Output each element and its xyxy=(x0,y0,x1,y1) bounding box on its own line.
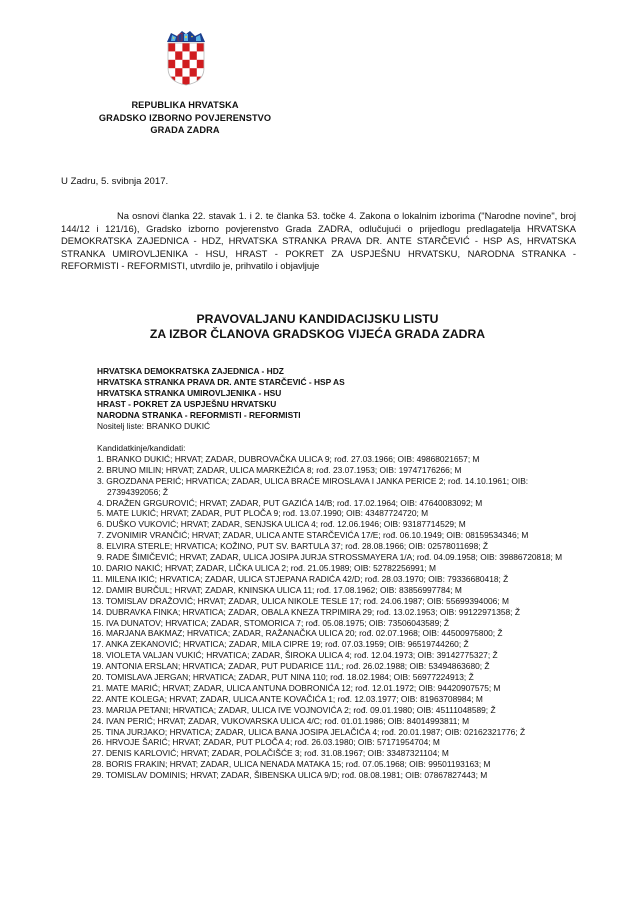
header-line-city: GRADA ZADRA xyxy=(150,125,220,135)
candidate-row: 2. BRUNO MILIN; HRVAT; ZADAR, ULICA MARKEŽIĆA 8; rođ. 23.07.1953; OIB: 19747176266; M xyxy=(97,464,462,475)
candidate-row: 14. DUBRAVKA FINKA; HRVATICA; ZADAR, OBALA KNEZA TRPIMIRA 29; rođ. 13.02.1953; OIB: 99122971358; Ž xyxy=(92,606,520,617)
candidate-row: 27. DENIS KARLOVIĆ; HRVAT; ZADAR, POLAČIŠĆE 3; rođ. 31.08.1967; OIB: 33487321104; M xyxy=(92,748,449,759)
party-name: HRVATSKA DEMOKRATSKA ZAJEDNICA - HDZ xyxy=(97,366,284,376)
candidate-row: 26. HRVOJE ŠARIĆ; HRVAT; ZADAR, PUT PLOČA 4; rođ. 26.03.1980; OIB: 57171954704; M xyxy=(92,737,440,748)
candidate-row: 6. DUŠKO VUKOVIĆ; HRVAT; ZADAR, SENJSKA ULICA 4; rođ. 12.06.1946; OIB: 93187714529; M xyxy=(97,519,466,530)
candidate-row: 10. DARIO NAKIĆ; HRVAT; ZADAR, LIČKA ULICA 2; rođ. 21.05.1989; OIB: 52782256991; M xyxy=(92,562,437,573)
candidate-row: 19. ANTONIA ERSLAN; HRVATICA; ZADAR, PUT PUDARICE 11/L; rođ. 26.02.1988; OIB: 53494863680; Ž xyxy=(92,661,490,672)
document-title xyxy=(60,312,575,341)
candidate-row: 12. DAMIR BURČUL; HRVAT; ZADAR, KNINSKA ULICA 11; rođ. 17.08.1962; OIB: 83856997784; M xyxy=(92,584,462,595)
candidate-row: 25. TINA JURJAKO; HRVATICA; ZADAR, ULICA BANA JOSIPA JELAČIĆA 4; rođ. 20.01.1987; OIB: 02162321776; Ž xyxy=(92,726,526,737)
party-name: HRVATSKA STRANKA PRAVA DR. ANTE STARČEVIĆ - HSP AS xyxy=(97,377,345,387)
candidate-row: 24. IVAN PERIĆ; HRVAT; ZADAR, VUKOVARSKA ULICA 4/C; rođ. 01.01.1986; OIB: 84014993811; M xyxy=(92,715,470,726)
party-list xyxy=(97,366,345,432)
candidate-row: 11. MILENA IKIĆ; HRVATICA; ZADAR, ULICA STJEPANA RADIĆA 42/D; rođ. 28.03.1970; OIB: 79336680418; Ž xyxy=(92,573,509,584)
candidate-row: 17. ANKA ZEKANOVIĆ; HRVATICA; ZADAR, MILA CIPRE 19; rođ. 07.03.1959; OIB: 96519744260; Ž xyxy=(92,639,469,650)
candidate-row: 3. GROZDANA PERIĆ; HRVATICA; ZADAR, ULICA BRAĆE MIROSLAVA I JANKA PERICE 2; rođ. 14.10.1961; OIB: 27394392056; Ž xyxy=(97,475,529,497)
candidate-row: 8. ELVIRA STERLE; HRVATICA; KOŽINO, PUT SV. BARTULA 37; rođ. 28.08.1966; OIB: 02578011698; Ž xyxy=(97,541,489,552)
crown xyxy=(167,31,205,42)
header-line-republic: REPUBLIKA HRVATSKA xyxy=(131,100,239,110)
candidate-row: 7. ZVONIMIR VRANČIĆ; HRVAT; ZADAR, ULICA ANTE STARČEVIĆA 17/E; rođ. 06.10.1949; OIB: 08159534346; M xyxy=(97,530,529,541)
candidate-row: 22. ANTE KOLEGA; HRVAT; ZADAR, ULICA ANTE KOVAČIĆA 1; rođ. 12.03.1977; OIB: 81963708984; M xyxy=(92,693,483,704)
candidate-row: 18. VIOLETA VALJAN VUKIĆ; HRVATICA; ZADAR, ŠIROKA ULICA 4; rođ. 12.04.1973; OIB: 39142775327; Ž xyxy=(92,650,498,661)
party-name: NARODNA STRANKA - REFORMISTI - REFORMISTI xyxy=(97,410,301,420)
title-line-2: ZA IZBOR ČLANOVA GRADSKOG VIJEĆA GRADA ZADRA xyxy=(149,326,486,341)
candidate-row: 1. BRANKO DUKIĆ; HRVAT; ZADAR, DUBROVAČKA ULICA 9; rođ. 27.03.1966; OIB: 49868021657; M xyxy=(97,453,480,464)
candidate-row: 29. TOMISLAV DOMINIS; HRVAT; ZADAR, ŠIBENSKA ULICA 9/D; rođ. 08.08.1981; OIB: 07867827443; M xyxy=(92,770,488,781)
party-name: HRVATSKA STRANKA UMIROVLJENIKA - HSU xyxy=(97,388,282,398)
candidate-list xyxy=(92,443,581,781)
intro-text: Na osnovi članka 22. stavak 1. i 2. te članka 53. točke 4. Zakona o lokalnim izborima ("Narodne novine", broj 144/12 i 121/16), Gradsko izborno povjerenstvo Grada ZADRA, odlučujući o prijedlogu predlagatelja HRVATSKA DEMOKRATSKA ZAJEDNICA - HDZ, HRVATSKA STRANKA PRAVA DR. ANTE STARČEVIĆ - HSP AS, HRVATSKA STRANKA UMIROVLJENIKA - HSU, HRAST - POKRET ZA USPJEŠNU HRVATSKU, NARODNA STRANKA - REFORMISTI - REFORMISTI, utvrdilo je, prihvatilo i objavljuje xyxy=(61,210,576,272)
croatian-coat-of-arms-icon xyxy=(165,30,207,86)
candidate-row: 16. MARJANA BAKMAZ; HRVATICA; ZADAR, RAŽANAČKA ULICA 20; rođ. 02.07.1968; OIB: 44500975800; Ž xyxy=(92,628,503,639)
candidate-row: 21. MATE MARIĆ; HRVAT; ZADAR, ULICA ANTUNA DOBRONIĆA 12; rođ. 12.01.1972; OIB: 94420907575; M xyxy=(92,682,501,693)
issuer-header xyxy=(60,99,310,137)
candidates-label: Kandidatkinje/kandidati: xyxy=(97,443,186,453)
party-name: HRAST - POKRET ZA USPJEŠNU HRVATSKU xyxy=(97,399,277,409)
candidate-row: 4. DRAŽEN GRGUROVIĆ; HRVAT; ZADAR, PUT GAZIĆA 14/B; rođ. 17.02.1964; OIB: 47640083092; M xyxy=(97,497,483,508)
candidate-row: 9. RADE ŠIMIČEVIĆ; HRVAT; ZADAR, ULICA JOSIPA JURJA STROSSMAYERA 1/A; rođ. 04.09.1958; OIB: 39886720818; M xyxy=(97,552,563,563)
list-holder: Nositelj liste: BRANKO DUKIĆ xyxy=(97,421,211,431)
candidate-row: 23. MARIJA PETANI; HRVATICA; ZADAR, ULICA IVE VOJNOVIĆA 2; rođ. 09.01.1980; OIB: 45111048589; Ž xyxy=(92,704,496,715)
candidate-row: 15. IVA DUNATOV; HRVATICA; ZADAR, STOMORICA 7; rođ. 05.08.1975; OIB: 73506043589; Ž xyxy=(92,617,450,628)
title-line-1: PRAVOVALJANU KANDIDACIJSKU LISTU xyxy=(196,312,439,326)
header-line-commission: GRADSKO IZBORNO POVJERENSTVO xyxy=(98,112,272,123)
candidate-row: 5. MATE LUKIĆ; HRVAT; ZADAR, PUT PLOČA 9; rođ. 13.07.1990; OIB: 43487724720; M xyxy=(97,508,429,519)
intro-paragraph xyxy=(61,210,576,273)
candidate-row: 13. TOMISLAV DRAŽOVIĆ; HRVAT; ZADAR, ULICA NIKOLE TESLE 17; rođ. 24.06.1987; OIB: 55699394006; M xyxy=(92,595,509,606)
candidate-row: 20. TOMISLAVA JERGAN; HRVATICA; ZADAR, PUT NINA 110; rođ. 18.02.1984; OIB: 56977224913; Ž xyxy=(92,672,474,683)
document-date: U Zadru, 5. svibnja 2017. xyxy=(61,176,169,187)
candidate-row: 28. BORIS FRAKIN; HRVAT; ZADAR, ULICA NENADA MATAKA 15; rođ. 07.05.1968; OIB: 99501193163; M xyxy=(92,759,491,770)
